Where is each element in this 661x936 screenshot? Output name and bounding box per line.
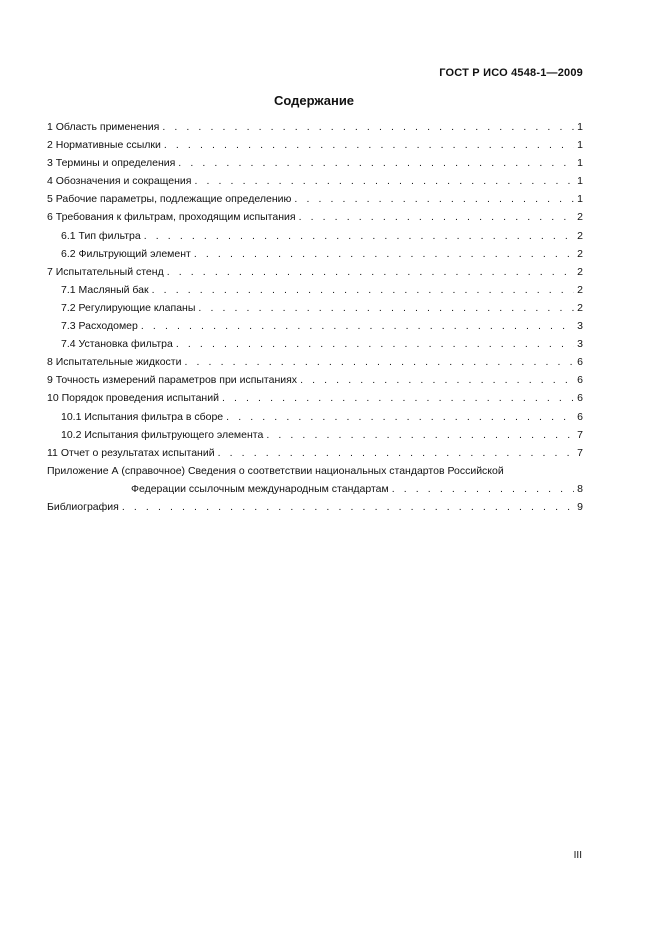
toc-entry-label: 10.2 Испытания фильтрующего элемента — [61, 428, 264, 441]
toc-entry-label: 10 Порядок проведения испытаний — [47, 392, 219, 405]
toc-entry-page: 3 — [577, 338, 583, 351]
toc-entry[interactable] — [47, 211, 583, 229]
toc-entry-label: 6.2 Фильтрующий элемент — [61, 247, 191, 260]
toc-entry[interactable] — [47, 374, 583, 392]
toc-entry-label: 4 Обозначения и сокращения — [47, 175, 192, 188]
toc-entry-page: 2 — [577, 283, 583, 296]
toc-entry[interactable] — [47, 338, 583, 356]
toc-appendix-page: 8 — [577, 482, 583, 495]
toc-entry[interactable] — [47, 356, 583, 374]
toc-entry-label: 5 Рабочие параметры, подлежащие определению — [47, 193, 292, 206]
toc-entry-page: 1 — [577, 121, 583, 133]
toc-entry[interactable] — [47, 302, 583, 320]
toc-entry-label: 7.1 Масляный бак — [61, 283, 149, 296]
toc-dot-leader — [194, 175, 574, 187]
toc-dot-leader — [141, 320, 574, 332]
toc-dot-leader — [162, 121, 574, 133]
toc-appendix-line1[interactable] — [47, 465, 583, 483]
toc-entry-page: 1 — [577, 193, 583, 206]
toc-dot-leader — [122, 501, 574, 513]
toc-entry-label: 11 Отчет о результатах испытаний — [47, 446, 215, 459]
toc-bibliography-label: Библиография — [47, 500, 119, 513]
toc-entry-label: 6.1 Тип фильтра — [61, 229, 141, 242]
toc-dot-leader — [152, 284, 575, 296]
toc-appendix-line2[interactable] — [47, 483, 583, 501]
toc-entry-page: 6 — [577, 374, 583, 387]
toc-entry-page: 2 — [577, 229, 583, 242]
toc-dot-leader — [299, 211, 575, 223]
toc-dot-leader — [300, 374, 574, 386]
toc-dot-leader — [176, 338, 574, 350]
toc-entry-label: 7.3 Расходомер — [61, 320, 138, 333]
toc-entry-label: 7.4 Установка фильтра — [61, 338, 173, 351]
toc-entry[interactable] — [47, 284, 583, 302]
toc-entry[interactable] — [47, 193, 583, 211]
toc-entry-label: 2 Нормативные ссылки — [47, 139, 161, 152]
toc-entry-label: 9 Точность измерений параметров при испытаниях — [47, 374, 298, 387]
toc-entry-page: 2 — [577, 265, 583, 278]
toc-dot-leader — [294, 193, 574, 205]
toc-dot-leader — [226, 411, 574, 423]
toc-dot-leader — [178, 157, 574, 169]
toc-entry-label: 7 Испытательный стенд — [47, 265, 164, 278]
toc-dot-leader — [198, 302, 574, 314]
toc-entry[interactable] — [47, 230, 583, 248]
toc-entry-page: 6 — [577, 392, 583, 405]
toc-entry-page: 7 — [577, 446, 583, 459]
toc-dot-leader — [266, 429, 574, 441]
toc-appendix-label: Приложение А (справочное) Сведения о соответствии национальных стандартов Российской — [47, 464, 504, 477]
toc-dot-leader — [144, 230, 574, 242]
toc-entry-label: 3 Термины и определения — [47, 157, 176, 170]
toc-dot-leader — [164, 139, 574, 151]
toc-entry[interactable] — [47, 121, 583, 139]
toc-entry-page: 6 — [577, 410, 583, 423]
toc-entry[interactable] — [47, 139, 583, 157]
toc-entry[interactable] — [47, 429, 583, 447]
document-code: ГОСТ Р ИСО 4548-1—2009 — [439, 67, 583, 79]
toc-entry[interactable] — [47, 175, 583, 193]
toc-entry-page: 3 — [577, 320, 583, 333]
toc-entry-label: 10.1 Испытания фильтра в сборе — [61, 410, 224, 423]
toc-title: Содержание — [273, 93, 355, 108]
toc-entry-page: 1 — [577, 175, 583, 188]
toc-entry[interactable] — [47, 392, 583, 410]
toc-dot-leader — [167, 266, 574, 278]
table-of-contents — [47, 121, 583, 519]
toc-entry-page: 2 — [577, 211, 583, 224]
toc-entry-page: 7 — [577, 428, 583, 441]
toc-entry[interactable] — [47, 320, 583, 338]
toc-entry[interactable] — [47, 157, 583, 175]
toc-entry-label: 1 Область применения — [47, 121, 160, 133]
toc-entry-page: 1 — [577, 139, 583, 152]
toc-entry-label: 6 Требования к фильтрам, проходящим испытания — [47, 211, 296, 224]
toc-dot-leader — [392, 483, 574, 495]
toc-bibliography-page: 9 — [577, 500, 583, 513]
page-number: III — [573, 850, 582, 861]
toc-entry-page: 2 — [577, 247, 583, 260]
toc-entry-page: 2 — [577, 301, 583, 314]
toc-entry[interactable] — [47, 248, 583, 266]
toc-entry-label: 7.2 Регулирующие клапаны — [61, 301, 196, 314]
toc-entry-label: 8 Испытательные жидкости — [47, 356, 182, 369]
toc-dot-leader — [194, 248, 574, 260]
toc-appendix-label-continued: Федерации ссылочным международным стандартам — [131, 482, 389, 495]
toc-entry-page: 1 — [577, 157, 583, 170]
toc-dot-leader — [218, 447, 575, 459]
toc-entry-page: 6 — [577, 356, 583, 369]
toc-dot-leader — [184, 356, 574, 368]
toc-dot-leader — [222, 392, 574, 404]
toc-entry[interactable] — [47, 411, 583, 429]
toc-entry[interactable] — [47, 447, 583, 465]
toc-bibliography[interactable] — [47, 501, 583, 519]
toc-entry[interactable] — [47, 266, 583, 284]
